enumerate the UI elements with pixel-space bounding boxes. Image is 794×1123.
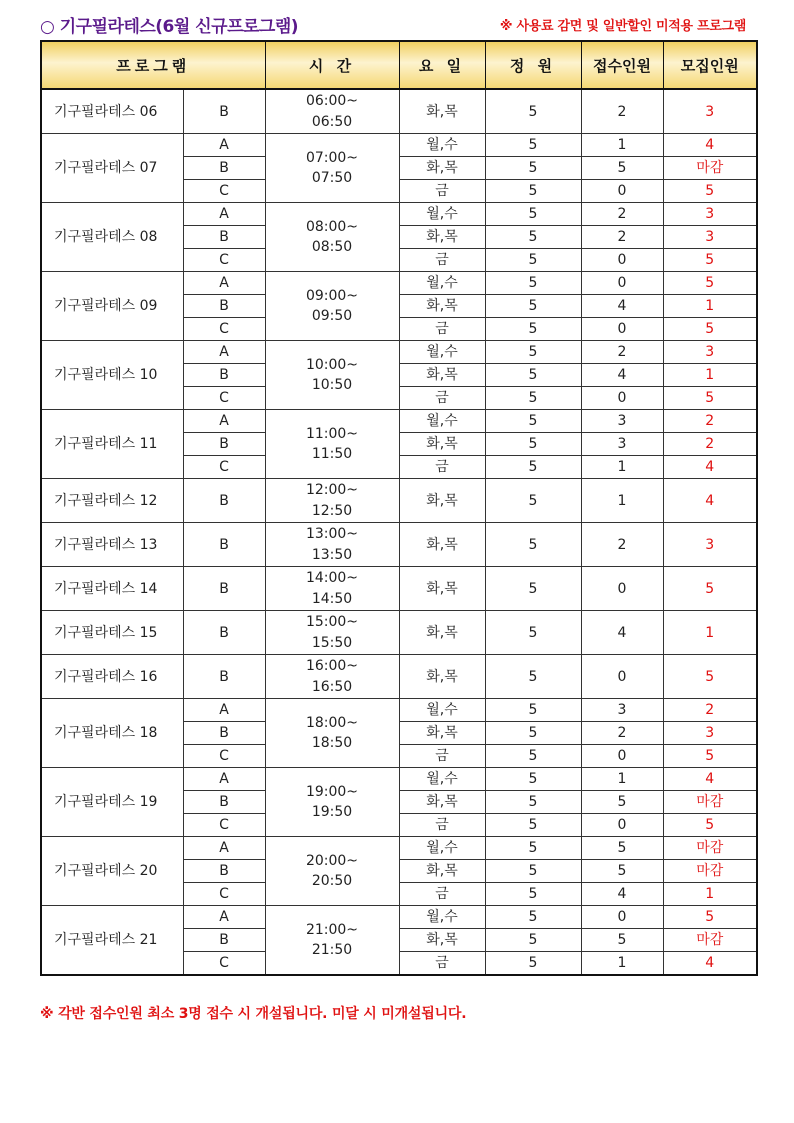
capacity-cell: 5	[485, 611, 581, 655]
program-name-cell: 기구필라테스 20	[41, 837, 183, 906]
class-cell: A	[183, 410, 265, 433]
class-cell: B	[183, 479, 265, 523]
column-header-openings: 모집인원	[663, 41, 757, 89]
class-cell: C	[183, 883, 265, 906]
table-body	[41, 89, 757, 975]
capacity-cell: 5	[485, 203, 581, 226]
program-name-cell: 기구필라테스 10	[41, 341, 183, 410]
day-cell: 화,목	[399, 226, 485, 249]
class-cell: B	[183, 523, 265, 567]
registered-cell: 3	[581, 410, 663, 433]
class-cell: B	[183, 567, 265, 611]
time-end: 14:50	[311, 590, 353, 607]
capacity-cell: 5	[485, 722, 581, 745]
registered-cell: 1	[581, 952, 663, 976]
capacity-cell: 5	[485, 341, 581, 364]
class-cell: B	[183, 364, 265, 387]
program-name-cell: 기구필라테스 18	[41, 699, 183, 768]
class-cell: A	[183, 341, 265, 364]
openings-cell: 4	[663, 479, 757, 523]
time-end: 15:50	[311, 634, 353, 651]
openings-cell: 5	[663, 567, 757, 611]
registered-cell: 0	[581, 180, 663, 203]
class-cell: C	[183, 249, 265, 272]
openings-cell: 5	[663, 906, 757, 929]
class-cell: B	[183, 791, 265, 814]
capacity-cell: 5	[485, 479, 581, 523]
time-start: 14:00~	[305, 570, 359, 587]
day-cell: 화,목	[399, 722, 485, 745]
time-cell	[265, 837, 399, 906]
registered-cell: 5	[581, 791, 663, 814]
table-row	[41, 410, 757, 433]
program-name-cell: 기구필라테스 06	[41, 89, 183, 134]
capacity-cell: 5	[485, 180, 581, 203]
day-cell: 금	[399, 883, 485, 906]
column-header-program: 프로그램	[41, 41, 265, 89]
registered-cell: 3	[581, 433, 663, 456]
class-cell: C	[183, 318, 265, 341]
registered-cell: 4	[581, 364, 663, 387]
capacity-cell: 5	[485, 567, 581, 611]
registered-cell: 1	[581, 768, 663, 791]
capacity-cell: 5	[485, 883, 581, 906]
openings-cell: 마감	[663, 860, 757, 883]
time-start: 08:00~	[305, 218, 359, 235]
time-start: 19:00~	[305, 783, 359, 800]
day-cell: 월,수	[399, 341, 485, 364]
registered-cell: 2	[581, 226, 663, 249]
openings-cell: 2	[663, 699, 757, 722]
capacity-cell: 5	[485, 433, 581, 456]
openings-cell: 3	[663, 722, 757, 745]
time-end: 16:50	[311, 678, 353, 695]
class-cell: C	[183, 180, 265, 203]
program-name-cell: 기구필라테스 21	[41, 906, 183, 976]
column-header-time: 시 간	[265, 41, 399, 89]
capacity-cell: 5	[485, 523, 581, 567]
openings-cell: 마감	[663, 157, 757, 180]
capacity-cell: 5	[485, 929, 581, 952]
class-cell: C	[183, 456, 265, 479]
registered-cell: 2	[581, 203, 663, 226]
day-cell: 금	[399, 387, 485, 410]
time-cell	[265, 134, 399, 203]
registered-cell: 0	[581, 655, 663, 699]
time-start: 11:00~	[305, 425, 359, 442]
table-row	[41, 341, 757, 364]
registered-cell: 2	[581, 523, 663, 567]
program-name-cell: 기구필라테스 16	[41, 655, 183, 699]
openings-cell: 3	[663, 523, 757, 567]
program-name-cell: 기구필라테스 08	[41, 203, 183, 272]
registered-cell: 2	[581, 341, 663, 364]
day-cell: 금	[399, 249, 485, 272]
day-cell: 화,목	[399, 791, 485, 814]
class-cell: C	[183, 814, 265, 837]
openings-cell: 3	[663, 341, 757, 364]
openings-cell: 1	[663, 364, 757, 387]
day-cell: 화,목	[399, 929, 485, 952]
time-start: 10:00~	[305, 356, 359, 373]
time-start: 21:00~	[305, 921, 359, 938]
time-cell	[265, 410, 399, 479]
registered-cell: 1	[581, 134, 663, 157]
table-row	[41, 611, 757, 655]
openings-cell: 5	[663, 249, 757, 272]
column-header-registered: 접수인원	[581, 41, 663, 89]
day-cell: 월,수	[399, 699, 485, 722]
openings-cell: 마감	[663, 929, 757, 952]
registered-cell: 0	[581, 387, 663, 410]
openings-cell: 3	[663, 226, 757, 249]
class-cell: C	[183, 387, 265, 410]
registered-cell: 5	[581, 860, 663, 883]
openings-cell: 5	[663, 655, 757, 699]
openings-cell: 5	[663, 318, 757, 341]
class-cell: A	[183, 134, 265, 157]
program-name-cell: 기구필라테스 19	[41, 768, 183, 837]
day-cell: 금	[399, 318, 485, 341]
time-start: 13:00~	[305, 526, 359, 543]
day-cell: 화,목	[399, 523, 485, 567]
day-cell: 금	[399, 180, 485, 203]
openings-cell: 마감	[663, 837, 757, 860]
time-start: 15:00~	[305, 614, 359, 631]
time-start: 12:00~	[305, 482, 359, 499]
table-row	[41, 479, 757, 523]
openings-cell: 1	[663, 883, 757, 906]
openings-cell: 2	[663, 410, 757, 433]
openings-cell: 4	[663, 134, 757, 157]
column-header-day: 요 일	[399, 41, 485, 89]
time-start: 18:00~	[305, 714, 359, 731]
class-cell: B	[183, 655, 265, 699]
column-header-capacity: 정 원	[485, 41, 581, 89]
registered-cell: 3	[581, 699, 663, 722]
class-cell: B	[183, 860, 265, 883]
registered-cell: 0	[581, 906, 663, 929]
class-cell: A	[183, 272, 265, 295]
day-cell: 화,목	[399, 89, 485, 134]
day-cell: 금	[399, 456, 485, 479]
capacity-cell: 5	[485, 655, 581, 699]
time-cell	[265, 906, 399, 976]
registered-cell: 4	[581, 611, 663, 655]
capacity-cell: 5	[485, 134, 581, 157]
time-cell	[265, 655, 399, 699]
openings-cell: 5	[663, 180, 757, 203]
openings-cell: 4	[663, 952, 757, 976]
time-end: 06:50	[311, 113, 353, 130]
table-row	[41, 203, 757, 226]
class-cell: A	[183, 906, 265, 929]
program-name-cell: 기구필라테스 07	[41, 134, 183, 203]
registered-cell: 5	[581, 837, 663, 860]
time-start: 16:00~	[305, 658, 359, 675]
day-cell: 금	[399, 952, 485, 976]
program-name-cell: 기구필라테스 15	[41, 611, 183, 655]
table-row	[41, 768, 757, 791]
capacity-cell: 5	[485, 906, 581, 929]
time-start: 09:00~	[305, 287, 359, 304]
class-cell: B	[183, 157, 265, 180]
time-cell	[265, 611, 399, 655]
program-name-cell: 기구필라테스 13	[41, 523, 183, 567]
openings-cell: 5	[663, 814, 757, 837]
time-end: 11:50	[311, 446, 353, 462]
day-cell: 월,수	[399, 203, 485, 226]
registered-cell: 1	[581, 479, 663, 523]
class-cell: B	[183, 295, 265, 318]
capacity-cell: 5	[485, 860, 581, 883]
day-cell: 금	[399, 814, 485, 837]
day-cell: 화,목	[399, 364, 485, 387]
capacity-cell: 5	[485, 814, 581, 837]
class-cell: A	[183, 203, 265, 226]
time-end: 21:50	[311, 942, 353, 958]
day-cell: 월,수	[399, 906, 485, 929]
registered-cell: 0	[581, 567, 663, 611]
capacity-cell: 5	[485, 157, 581, 180]
time-end: 19:50	[311, 804, 353, 820]
table-row	[41, 655, 757, 699]
page-title: ○ 기구필라테스(6월 신규프로그램)	[40, 17, 299, 37]
table-row	[41, 699, 757, 722]
table-row	[41, 837, 757, 860]
capacity-cell: 5	[485, 745, 581, 768]
openings-cell: 5	[663, 745, 757, 768]
registered-cell: 5	[581, 157, 663, 180]
table-row	[41, 134, 757, 157]
class-cell: A	[183, 699, 265, 722]
registered-cell: 5	[581, 929, 663, 952]
class-cell: B	[183, 226, 265, 249]
class-cell: A	[183, 768, 265, 791]
time-end: 08:50	[311, 239, 353, 255]
schedule-table	[40, 40, 758, 976]
table-row	[41, 523, 757, 567]
capacity-cell: 5	[485, 295, 581, 318]
capacity-cell: 5	[485, 699, 581, 722]
day-cell: 화,목	[399, 611, 485, 655]
time-start: 06:00~	[305, 93, 359, 110]
registered-cell: 2	[581, 89, 663, 134]
time-start: 07:00~	[305, 149, 359, 166]
openings-cell: 4	[663, 768, 757, 791]
openings-cell: 3	[663, 203, 757, 226]
time-cell	[265, 203, 399, 272]
class-cell: C	[183, 745, 265, 768]
table-row	[41, 272, 757, 295]
page-header	[40, 12, 756, 38]
capacity-cell: 5	[485, 410, 581, 433]
class-cell: C	[183, 952, 265, 976]
time-end: 18:50	[311, 735, 353, 751]
time-cell	[265, 479, 399, 523]
day-cell: 월,수	[399, 768, 485, 791]
day-cell: 월,수	[399, 134, 485, 157]
day-cell: 화,목	[399, 860, 485, 883]
class-cell: A	[183, 837, 265, 860]
registered-cell: 0	[581, 745, 663, 768]
registered-cell: 4	[581, 295, 663, 318]
class-cell: B	[183, 722, 265, 745]
time-end: 07:50	[311, 170, 353, 186]
time-end: 12:50	[311, 502, 353, 519]
time-cell	[265, 341, 399, 410]
time-cell	[265, 89, 399, 134]
time-end: 09:50	[311, 308, 353, 324]
day-cell: 월,수	[399, 410, 485, 433]
capacity-cell: 5	[485, 837, 581, 860]
program-name-cell: 기구필라테스 12	[41, 479, 183, 523]
openings-cell: 2	[663, 433, 757, 456]
capacity-cell: 5	[485, 456, 581, 479]
time-end: 13:50	[311, 546, 353, 563]
table-row	[41, 567, 757, 611]
program-name-cell: 기구필라테스 09	[41, 272, 183, 341]
capacity-cell: 5	[485, 226, 581, 249]
openings-cell: 3	[663, 89, 757, 134]
capacity-cell: 5	[485, 387, 581, 410]
registered-cell: 1	[581, 456, 663, 479]
capacity-cell: 5	[485, 364, 581, 387]
day-cell: 화,목	[399, 157, 485, 180]
time-cell	[265, 768, 399, 837]
table-row	[41, 906, 757, 929]
openings-cell: 1	[663, 295, 757, 318]
time-start: 20:00~	[305, 852, 359, 869]
time-cell	[265, 699, 399, 768]
registered-cell: 0	[581, 272, 663, 295]
program-name-cell: 기구필라테스 11	[41, 410, 183, 479]
table-row	[41, 89, 757, 134]
time-end: 10:50	[311, 377, 353, 393]
day-cell: 월,수	[399, 272, 485, 295]
registered-cell: 0	[581, 814, 663, 837]
time-cell	[265, 272, 399, 341]
capacity-cell: 5	[485, 791, 581, 814]
registered-cell: 2	[581, 722, 663, 745]
class-cell: B	[183, 929, 265, 952]
footer-notice: ※ 각반 접수인원 최소 3명 접수 시 개설됩니다. 미달 시 미개설됩니다.	[40, 1006, 467, 1022]
time-cell	[265, 523, 399, 567]
day-cell: 화,목	[399, 567, 485, 611]
capacity-cell: 5	[485, 249, 581, 272]
capacity-cell: 5	[485, 768, 581, 791]
capacity-cell: 5	[485, 318, 581, 341]
day-cell: 화,목	[399, 433, 485, 456]
table-header-row	[41, 41, 757, 89]
registered-cell: 0	[581, 318, 663, 341]
capacity-cell: 5	[485, 272, 581, 295]
openings-cell: 4	[663, 456, 757, 479]
registered-cell: 4	[581, 883, 663, 906]
class-cell: B	[183, 433, 265, 456]
program-name-cell: 기구필라테스 14	[41, 567, 183, 611]
openings-cell: 1	[663, 611, 757, 655]
day-cell: 화,목	[399, 479, 485, 523]
capacity-cell: 5	[485, 89, 581, 134]
time-end: 20:50	[311, 873, 353, 889]
openings-cell: 5	[663, 272, 757, 295]
openings-cell: 5	[663, 387, 757, 410]
class-cell: B	[183, 611, 265, 655]
day-cell: 금	[399, 745, 485, 768]
day-cell: 월,수	[399, 837, 485, 860]
openings-cell: 마감	[663, 791, 757, 814]
time-cell	[265, 567, 399, 611]
day-cell: 화,목	[399, 295, 485, 318]
discount-notice: ※ 사용료 감면 및 일반할인 미적용 프로그램	[499, 19, 746, 34]
day-cell: 화,목	[399, 655, 485, 699]
capacity-cell: 5	[485, 952, 581, 976]
class-cell: B	[183, 89, 265, 134]
registered-cell: 0	[581, 249, 663, 272]
